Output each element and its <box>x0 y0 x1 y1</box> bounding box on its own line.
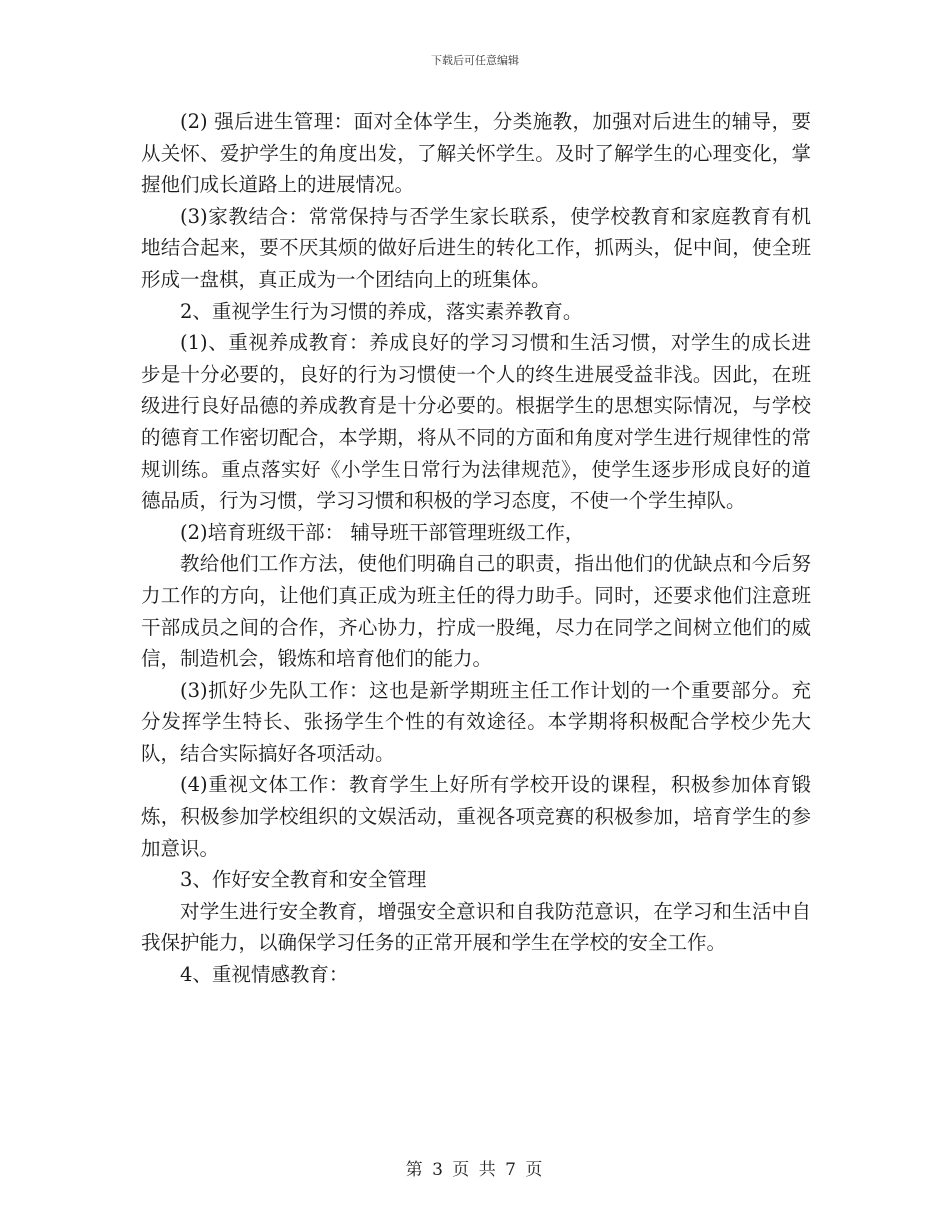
paragraph: (2)培育班级干部： 辅导班干部管理班级工作， <box>180 520 585 544</box>
page-number: 第 3 页 共 7 页 <box>405 1160 545 1180</box>
paragraph: 教给他们工作方法，使他们明确自己的职责，指出他们的优缺点和今后努力工作的方向，让他们真正成为班主任的得力助手。同时，还要求他们注意班干部成员之间的合作，齐心协力，拧成一股绳，尽力在同学之间树立他们的威信，制造机会，锻炼和培育他们的能力。 <box>141 552 811 671</box>
page-header: 下载后可任意编辑 <box>431 54 519 67</box>
section-heading: 3、作好安全教育和安全管理 <box>180 868 427 892</box>
paragraph: (1)、重视养成教育：养成良好的学习习惯和生活习惯，对学生的成长进步是十分必要的，良好的行为习惯使一个人的终生进展受益非浅。因此，在班级进行良好品德的养成教育是十分必要的。根据学生的思想实际情况，与学校的德育工作密切配合，本学期，将从不同的方面和角度对学生进行规律性的常规训练。重点落实好《小学生日常行为法律规范》，使学生逐步形成良好的道德品质，行为习惯，学习习惯和积极的学习态度，不使一个学生掉队。 <box>141 331 811 513</box>
document-body <box>141 106 811 991</box>
paragraph: (4)重视文体工作：教育学生上好所有学校开设的课程，积极参加体育锻炼，积极参加学校组织的文娱活动，重视各项竞赛的积极参加，培育学生的参加意识。 <box>141 773 811 860</box>
paragraph: (3)抓好少先队工作：这也是新学期班主任工作计划的一个重要部分。充分发挥学生特长、张扬学生个性的有效途径。本学期将积极配合学校少先大队，结合实际搞好各项活动。 <box>141 678 811 765</box>
paragraph: 对学生进行安全教育，增强安全意识和自我防范意识，在学习和生活中自我保护能力，以确保学习任务的正常开展和学生在学校的安全工作。 <box>141 899 811 955</box>
section-heading: 2、重视学生行为习惯的养成，落实素养教育。 <box>180 299 583 323</box>
paragraph: (2) 强后进生管理：面对全体学生，分类施教，加强对后进生的辅导，要从关怀、爱护学生的角度出发，了解关怀学生。及时了解学生的心理变化，掌握他们成长道路上的进展情况。 <box>141 110 811 197</box>
section-heading: 4、重视情感教育： <box>180 963 349 987</box>
paragraph: (3)家教结合：常常保持与否学生家长联系，使学校教育和家庭教育有机地结合起来，要不厌其烦的做好后进生的转化工作，抓两头，促中间，使全班形成一盘棋，真正成为一个团结向上的班集体。 <box>141 204 811 291</box>
